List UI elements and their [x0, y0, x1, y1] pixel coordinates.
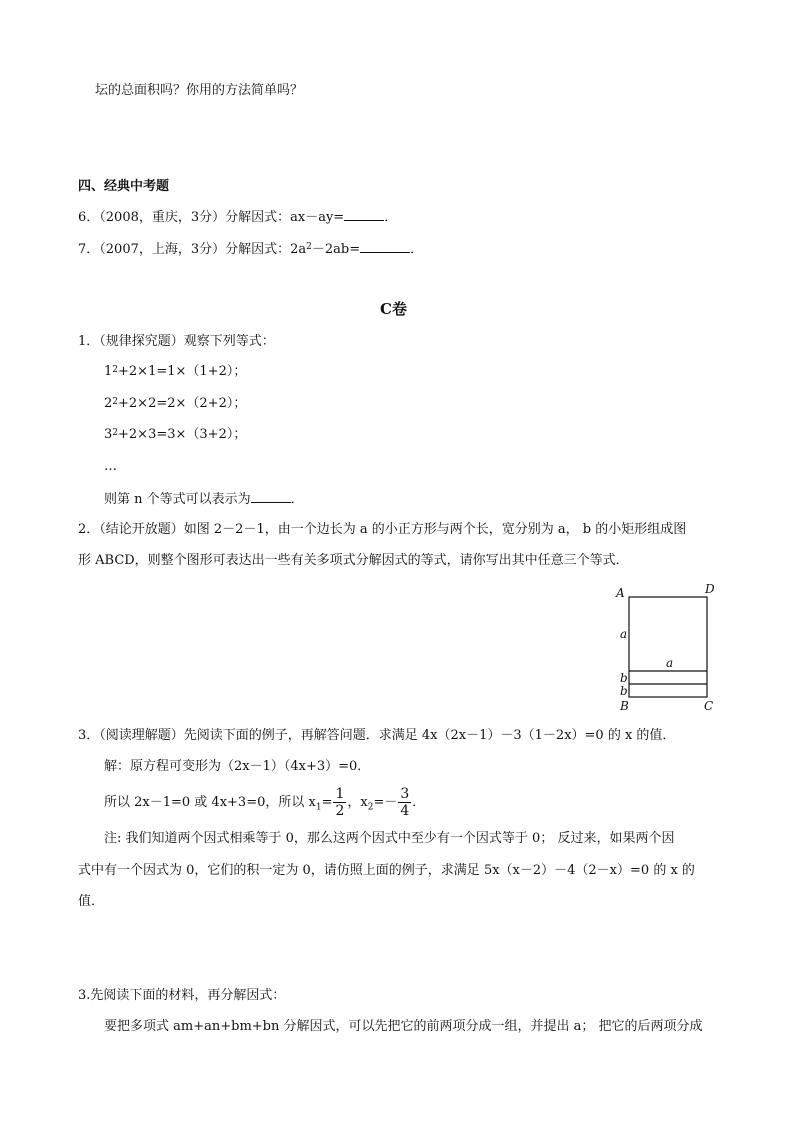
equation-1: $1^2+2\times 1=1\times(1+2)$；	[104, 364, 247, 379]
note-line-3: 值．	[78, 894, 105, 909]
question-6-text: 6．（2008，重庆，3分）分解因式：ax－ay=	[78, 210, 345, 225]
ellipsis: …	[104, 459, 117, 474]
volume-title: C卷	[380, 300, 407, 318]
outer-rectangle	[629, 597, 707, 697]
label-A: A	[616, 586, 625, 600]
solution-line-1: 解：原方程可变形为（2x－1）（4x+3）=0．	[104, 759, 371, 774]
section-heading: 四、经典中考题	[78, 179, 170, 194]
fraction-three-quarters: $\frac{3}{4}$	[400, 786, 410, 819]
answer-blank	[251, 490, 291, 503]
solution-line-2: 所以 2x－1=0 或 4x+3=0，所以 $x_1=$ $\frac{1}{2}$ ，$x_2=-$ $\frac{3}{4}$ ．	[104, 786, 426, 819]
question-6: 6．（2008，重庆，3分）分解因式：ax－ay= ．	[78, 210, 398, 225]
label-b-1: b	[620, 671, 628, 685]
equation-3: $3^2+2\times 3=3\times(3+2)$；	[104, 427, 247, 442]
answer-blank	[360, 240, 410, 253]
fraction-one-half: $\frac{1}{2}$	[335, 786, 345, 819]
question-7-text: 7．（2007，上海，3分）分解因式：2a	[78, 242, 307, 257]
label-a-side: a	[620, 627, 628, 641]
problem-2-line-2: 形 ABCD，则整个图形可表达出一些有关多项式分解因式的等式，请你写出其中任意三个等式．	[78, 553, 629, 568]
continued-text: 坛的总面积吗？你用的方法简单吗？	[95, 83, 304, 98]
equation-2: $2^2+2\times 2=2\times(2+2)$；	[104, 396, 247, 411]
label-C: C	[704, 699, 714, 713]
problem-1-ask: 则第 n 个等式可以表示为 ．	[104, 492, 304, 507]
problem-1-intro: 1．（规律探究题）观察下列等式：	[78, 334, 275, 349]
label-B: B	[620, 699, 629, 713]
material-intro: 3.先阅读下面的材料，再分解因式：	[78, 988, 286, 1003]
rectangle-figure	[610, 580, 720, 715]
note-line-2: 式中有一个因式为 0，它们的积一定为 0，请仿照上面的例子，求满足 5x（x－2）－4（2－x）=0 的 x 的	[78, 863, 695, 878]
question-7: 7．（2007，上海，3分）分解因式：$2a^2-2ab=$ ．	[78, 242, 424, 257]
material-line-2: 要把多项式 am+an+bm+bn 分解因式，可以先把它的前两项分成一组，并提出 a； 把它的后两项分成	[104, 1019, 703, 1034]
answer-blank	[344, 208, 384, 221]
label-D: D	[705, 582, 715, 596]
note-line-1: 注: 我们知道两个因式相乘等于 0，那么这两个因式中至少有一个因式等于 0； 反过来，如果两个因	[104, 831, 675, 846]
problem-3-line-1: 3．（阅读理解题）先阅读下面的例子，再解答问题．求满足 4x（2x－1）－3（1－2x）=0 的 x 的值．	[78, 728, 676, 743]
label-a-top: a	[666, 656, 674, 670]
label-b-2: b	[620, 684, 628, 698]
problem-2-line-1: 2．（结论开放题）如图 2－2－1，由一个边长为 a 的小正方形与两个长，宽分别为 a， b 的小矩形组成图	[78, 522, 687, 537]
